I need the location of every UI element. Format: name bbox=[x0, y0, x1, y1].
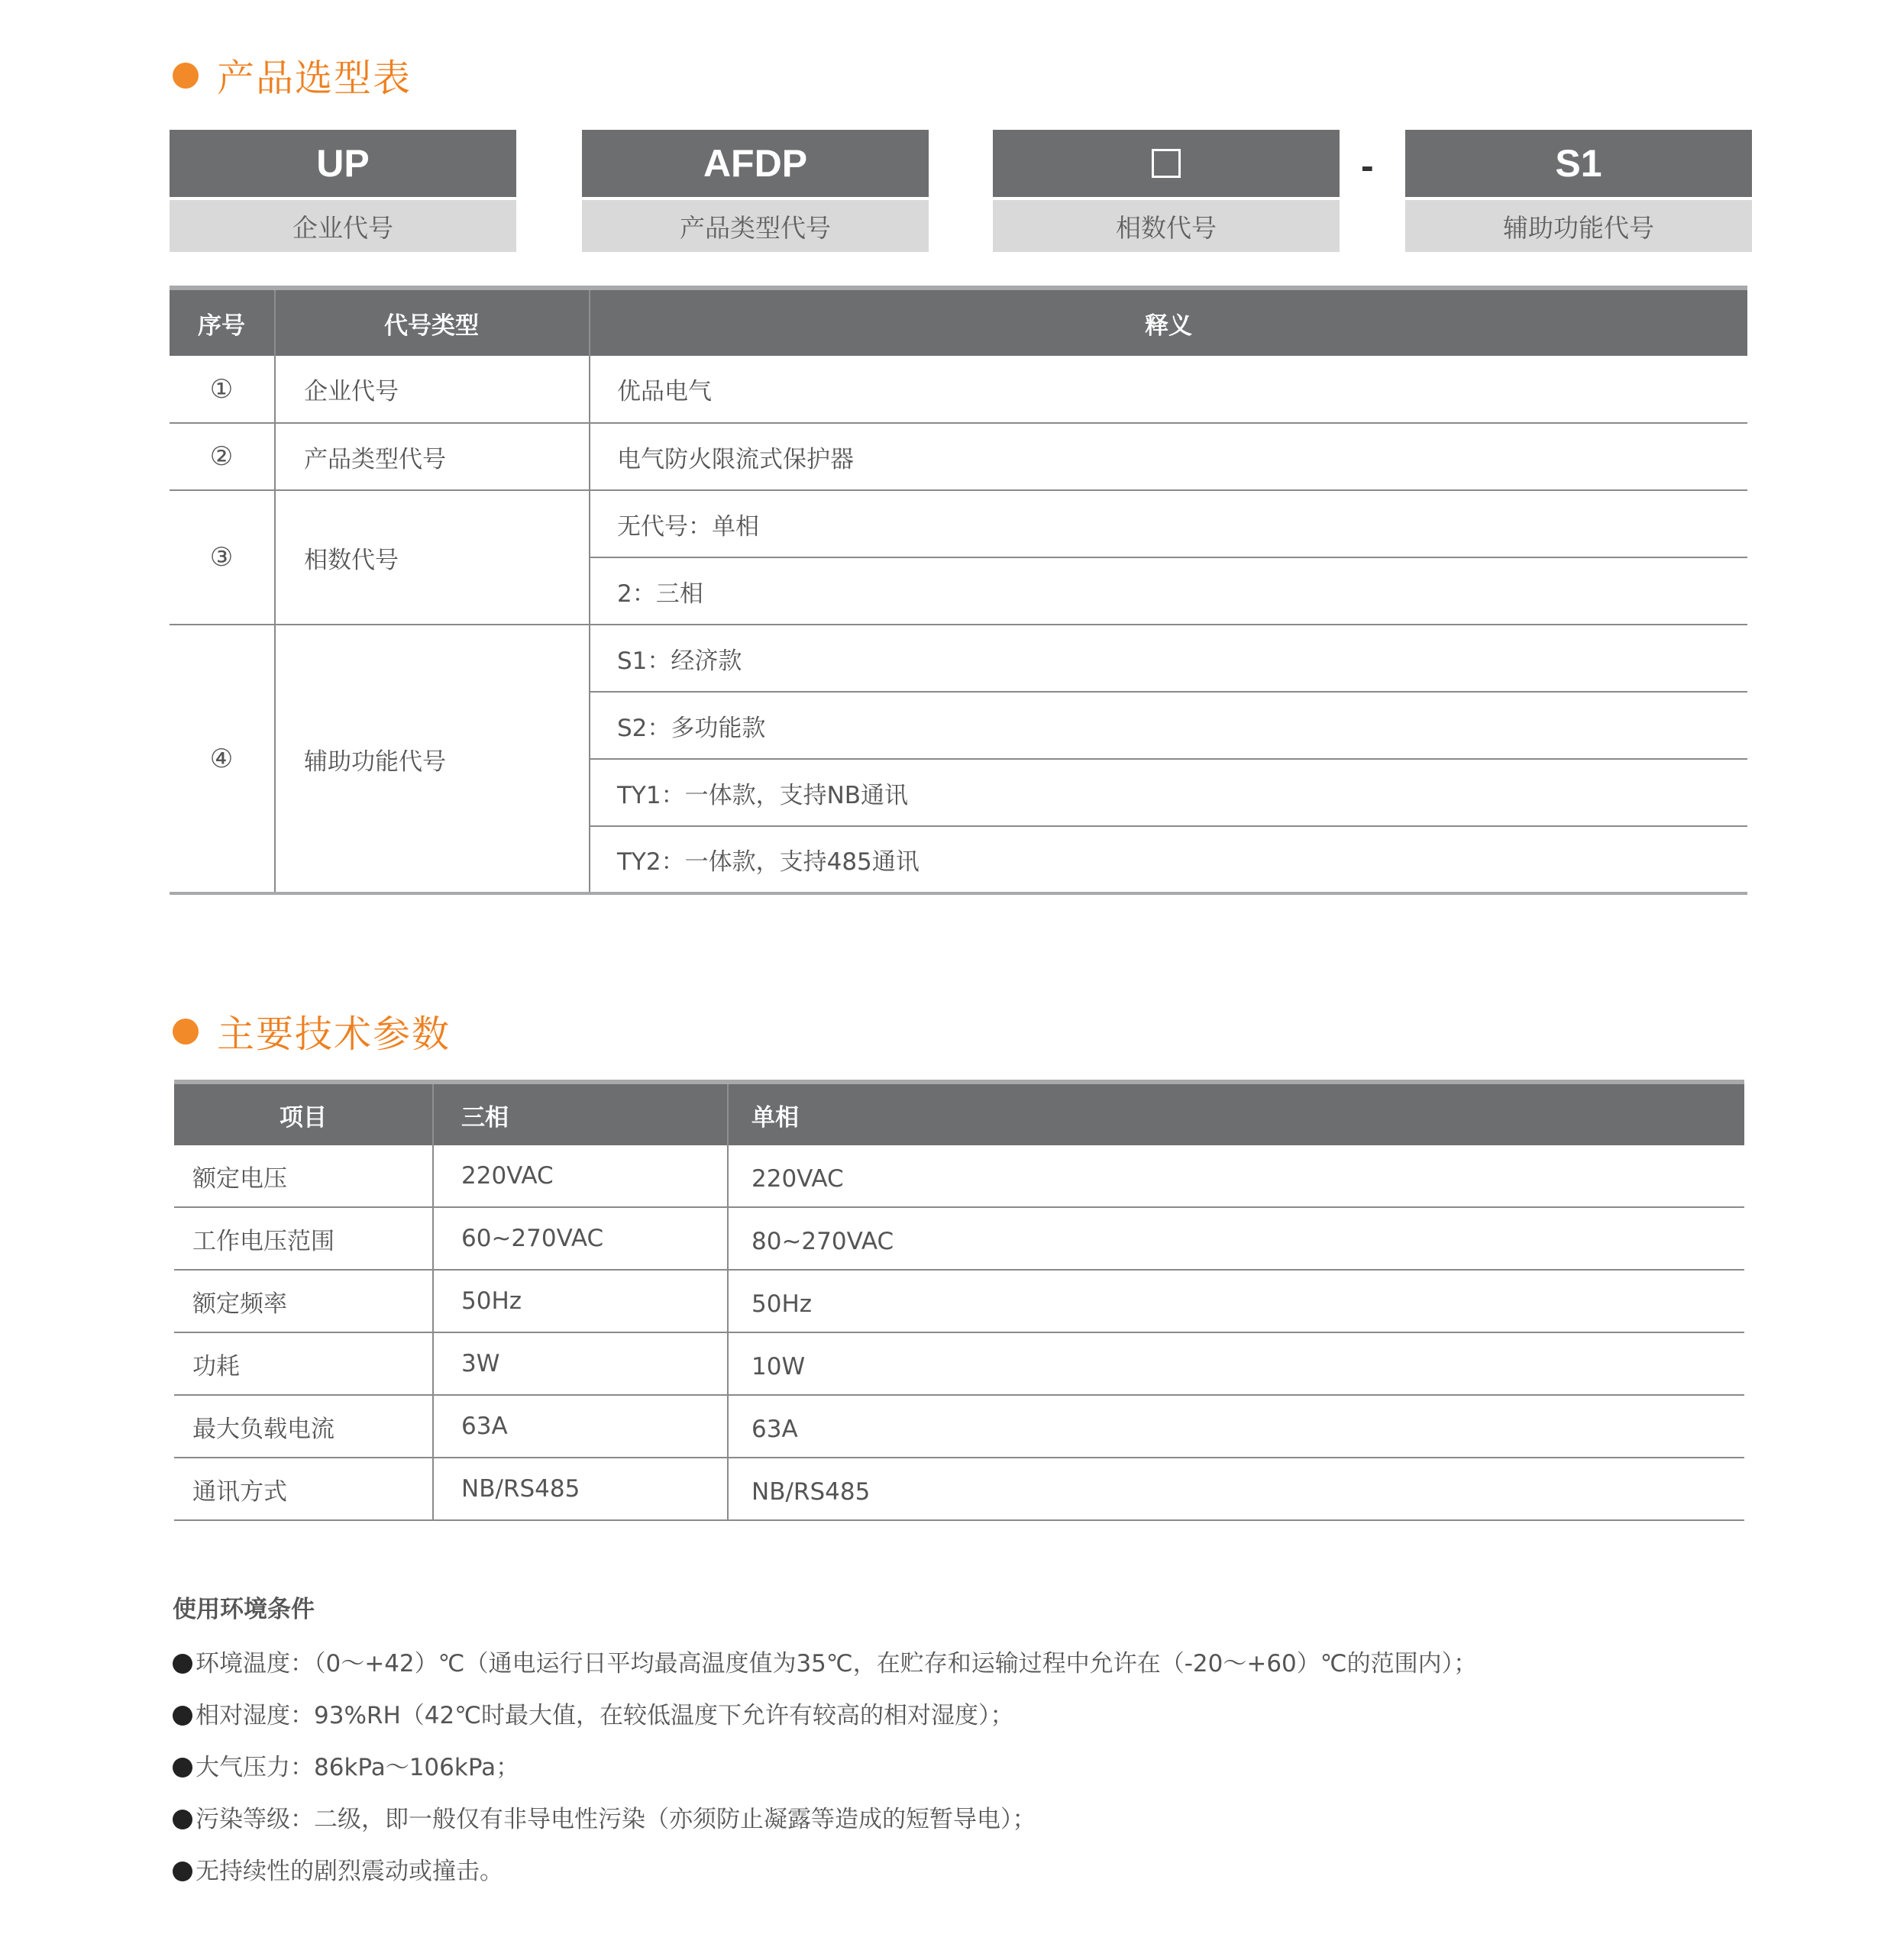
row-meaning: TY1：一体款，支持NB通讯 bbox=[617, 781, 909, 809]
row-type: 辅助功能代号 bbox=[304, 748, 446, 776]
row-no: ② bbox=[209, 441, 234, 472]
spec-item: 工作电压范围 bbox=[192, 1227, 335, 1255]
spec-three-phase: 60~270VAC bbox=[461, 1225, 604, 1252]
row-meaning: TY2：一体款，支持485通讯 bbox=[617, 848, 920, 876]
spec-three-phase: 50Hz bbox=[461, 1287, 522, 1315]
row-type: 相数代号 bbox=[304, 546, 399, 574]
environment-item-text: 环境温度：（0～+42）℃（通电运行日平均最高温度值为35℃，在贮存和运输过程中允许在（-20～+60）℃的范围内）； bbox=[196, 1650, 1478, 1677]
environment-item-text: 污染等级：二级，即一般仅有非导电性污染（亦须防止凝露等造成的短暂导电）； bbox=[196, 1806, 1036, 1833]
code-box-product-type bbox=[582, 130, 929, 252]
row-type: 产品类型代号 bbox=[304, 445, 446, 473]
code-box-phase bbox=[993, 130, 1340, 252]
environment-item bbox=[173, 1644, 1477, 1678]
environment-item-text: 大气压力：86kPa～106kPa； bbox=[196, 1754, 520, 1781]
spec-three-phase: 63A bbox=[461, 1413, 508, 1440]
spec-item: 功耗 bbox=[192, 1352, 240, 1380]
bullet-icon bbox=[173, 1654, 192, 1674]
column-divider bbox=[727, 1145, 729, 1521]
row-no: ① bbox=[209, 373, 234, 405]
environment-item bbox=[173, 1800, 1036, 1834]
row-meaning: S2：多功能款 bbox=[617, 714, 766, 742]
spec-three-phase: 220VAC bbox=[461, 1162, 554, 1190]
environment-item-text: 无持续性的剧烈震动或撞击。 bbox=[196, 1858, 503, 1885]
spec-single-phase: 10W bbox=[751, 1353, 806, 1380]
section-title-specs bbox=[173, 1005, 451, 1058]
empty-square-icon bbox=[1152, 149, 1181, 178]
bullet-icon bbox=[173, 1706, 192, 1726]
bullet-icon bbox=[173, 1810, 192, 1829]
header-divider bbox=[432, 1084, 434, 1145]
environment-title: 使用环境条件 bbox=[173, 1596, 315, 1623]
environment-item bbox=[173, 1696, 1014, 1730]
spec-item: 通讯方式 bbox=[192, 1477, 287, 1506]
section-title-selection bbox=[173, 49, 412, 102]
row-divider bbox=[174, 1332, 1744, 1333]
header-divider bbox=[274, 290, 276, 356]
header-divider bbox=[589, 290, 590, 356]
row-no: ③ bbox=[209, 542, 234, 573]
row-divider bbox=[174, 1519, 1744, 1521]
spec-three-phase: NB/RS485 bbox=[461, 1475, 580, 1503]
row-divider bbox=[170, 489, 1747, 491]
header-type: 代号类型 bbox=[384, 312, 479, 340]
row-divider bbox=[174, 1457, 1744, 1458]
bullet-dot-icon bbox=[173, 63, 199, 89]
environment-item bbox=[173, 1852, 503, 1886]
header-meaning: 释义 bbox=[1145, 312, 1192, 340]
code-value: UP bbox=[170, 130, 516, 197]
spec-single-phase: NB/RS485 bbox=[751, 1478, 871, 1506]
bullet-icon bbox=[173, 1862, 192, 1881]
row-meaning: 2：三相 bbox=[617, 580, 703, 608]
row-meaning: S1：经济款 bbox=[617, 647, 742, 675]
bullet-dot-icon bbox=[173, 1019, 199, 1045]
row-no: ④ bbox=[209, 744, 234, 774]
code-box-enterprise bbox=[170, 130, 516, 252]
code-label: 辅助功能代号 bbox=[1405, 200, 1752, 252]
header-item: 项目 bbox=[280, 1103, 327, 1132]
column-divider bbox=[432, 1145, 434, 1521]
bullet-icon bbox=[173, 1758, 192, 1778]
spec-three-phase: 3W bbox=[461, 1350, 500, 1377]
row-meaning: 无代号：单相 bbox=[617, 512, 759, 541]
code-value: AFDP bbox=[582, 130, 929, 197]
header-no: 序号 bbox=[198, 312, 245, 340]
row-divider bbox=[174, 1206, 1744, 1208]
environment-item bbox=[173, 1748, 519, 1782]
spec-single-phase: 63A bbox=[751, 1416, 798, 1443]
spec-item: 最大负载电流 bbox=[192, 1415, 335, 1443]
code-label: 企业代号 bbox=[170, 200, 516, 252]
row-divider bbox=[174, 1269, 1744, 1271]
spec-single-phase: 80~270VAC bbox=[751, 1228, 894, 1255]
section-title-text: 产品选型表 bbox=[217, 57, 412, 100]
code-label: 相数代号 bbox=[993, 200, 1340, 252]
row-divider bbox=[174, 1394, 1744, 1396]
header-single-phase: 单相 bbox=[751, 1103, 799, 1132]
code-value bbox=[993, 130, 1340, 197]
code-separator: - bbox=[1361, 144, 1374, 187]
environment-item-text: 相对湿度：93%RH（42℃时最大值，在较低温度下允许有较高的相对湿度）； bbox=[196, 1702, 1014, 1729]
spec-item: 额定频率 bbox=[192, 1290, 287, 1318]
section-title-text: 主要技术参数 bbox=[217, 1012, 451, 1056]
row-meaning: 优品电气 bbox=[617, 378, 712, 405]
row-divider bbox=[590, 557, 1747, 558]
spec-single-phase: 50Hz bbox=[751, 1290, 813, 1318]
header-three-phase: 三相 bbox=[461, 1103, 509, 1132]
row-meaning: 电气防火限流式保护器 bbox=[617, 445, 854, 473]
row-type: 企业代号 bbox=[304, 378, 399, 405]
spec-item: 额定电压 bbox=[192, 1164, 287, 1193]
code-label: 产品类型代号 bbox=[582, 200, 929, 252]
code-value: S1 bbox=[1405, 130, 1752, 197]
header-divider bbox=[727, 1084, 729, 1145]
spec-single-phase: 220VAC bbox=[751, 1165, 844, 1193]
code-box-auxiliary bbox=[1405, 130, 1752, 252]
